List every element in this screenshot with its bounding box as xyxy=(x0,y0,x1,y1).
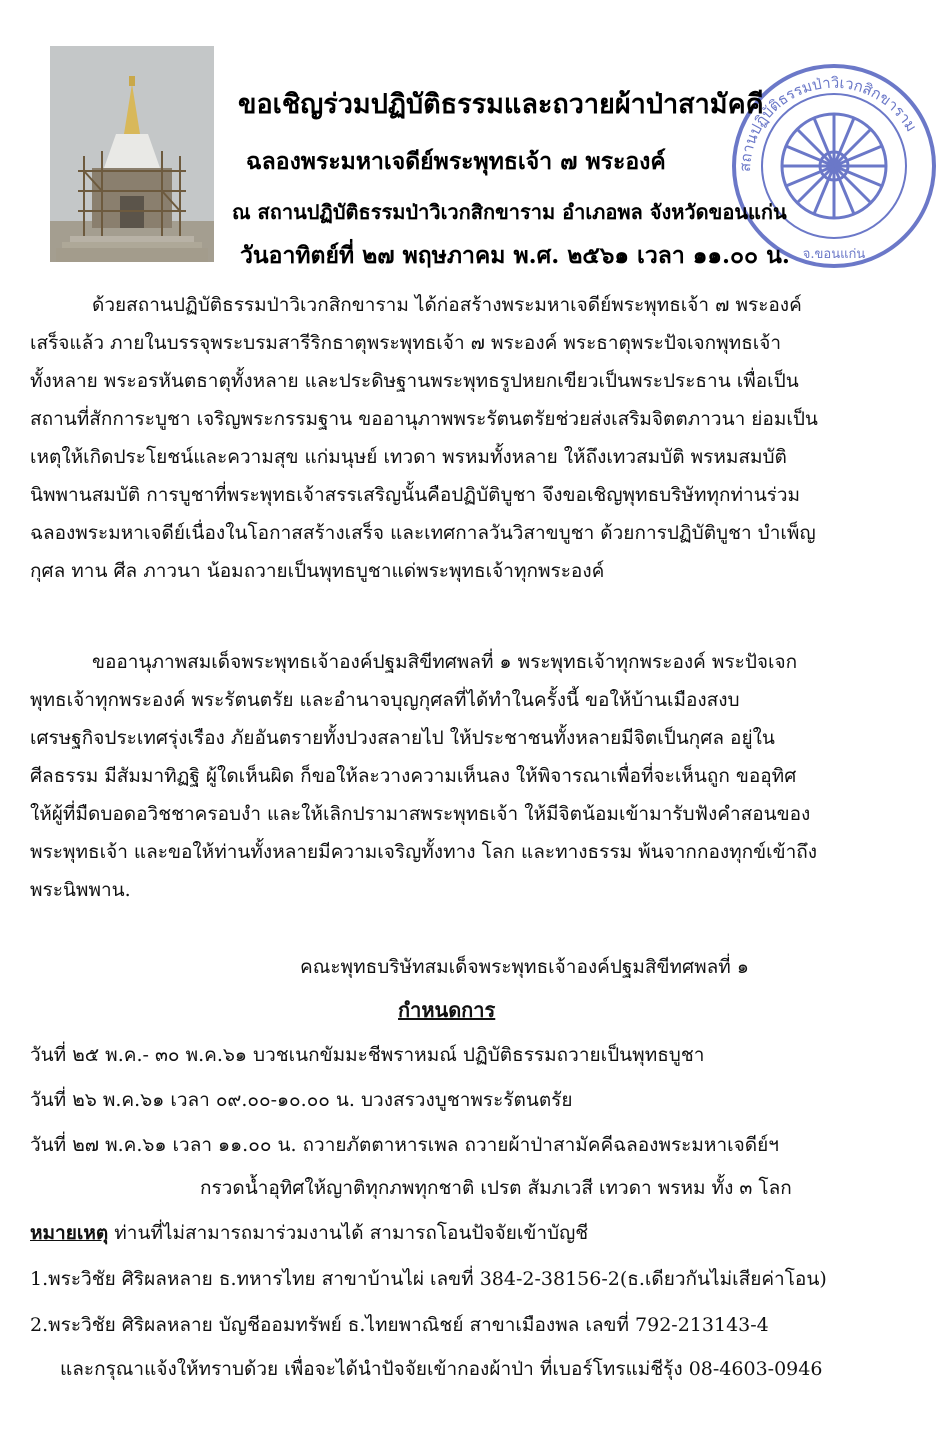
closing-contact: และกรุณาแจ้งให้ทราบด้วย เพื่อจะได้นำปัจจัยเข้ากองผ้าป่า ที่เบอร์โทรแม่ชีรุ้ง 08-4603-0946 xyxy=(60,1358,823,1380)
paragraph-line: กุศล ทาน ศีล ภาวนา น้อมถวายเป็นพุทธบูชาแด่พระพุทธเจ้าทุกพระองค์ xyxy=(30,560,605,582)
seal-province: จ.ขอนแก่น xyxy=(802,247,866,262)
seal-text: สถานปฏิบัติธรรมป่าวิเวกสิกขาราม xyxy=(735,73,921,173)
paragraph-line: สถานที่สักการะบูชา เจริญพระกรรมฐาน ขออานุภาพพระรัตนตรัยช่วยส่งเสริมจิตตภาวนา ย่อมเป็น xyxy=(30,408,818,430)
paragraph-line: ฉลองพระมหาเจดีย์เนื่องในโอกาสสร้างเสร็จ และเทศกาลวันวิสาขบูชา ด้วยการปฏิบัติบูชา บำเพ็ญ xyxy=(30,522,816,544)
paragraph-line: ศีลธรรม มีสัมมาทิฏฐิ ผู้ใดเห็นผิด ก็ขอให้ละวางความเห็นลง ให้พิจารณาเพื่อที่จะเห็นถูก ขออุทิศ xyxy=(30,765,797,787)
paragraph-line: เศรษฐกิจประเทศรุ่งเรือง ภัยอันตรายทั้งปวงสลายไป ให้ประชาชนทั้งหลายมีจิตเป็นกุศล อยู่ใน xyxy=(30,727,775,749)
note-line xyxy=(30,1218,588,1248)
event-location: ณ สถานปฏิบัติธรรมป่าวิเวกสิกขาราม อำเภอพล จังหวัดขอนแก่น xyxy=(232,200,787,224)
schedule-title: กำหนดการ xyxy=(398,998,496,1022)
schedule-item: วันที่ ๒๕ พ.ค.- ๓๐ พ.ค.๖๑ บวชเนกขัมมะชีพราหมณ์ ปฏิบัติธรรมถวายเป็นพุทธบูชา xyxy=(30,1044,705,1066)
paragraph-line: ทั้งหลาย พระอรหันตธาตุทั้งหลาย และประดิษฐานพระพุทธรูปหยกเขียวเป็นพระประธาน เพื่อเป็น xyxy=(30,370,799,392)
stupa-photo xyxy=(50,46,214,262)
paragraph-line: นิพพานสมบัติ การบูชาที่พระพุทธเจ้าสรรเสริญนั้นคือปฏิบัติบูชา จึงขอเชิญพุทธบริษัททุกท่านร่วม xyxy=(30,484,801,506)
invitation-title: ขอเชิญร่วมปฏิบัติธรรมและถวายผ้าป่าสามัคคี xyxy=(238,89,764,120)
paragraph-line: ขออานุภาพสมเด็จพระพุทธเจ้าองค์ปฐมสิขีทศพลที่ ๑ พระพุทธเจ้าทุกพระองค์ พระปัจเจก xyxy=(92,651,798,673)
paragraph-blessing xyxy=(30,643,878,909)
schedule-item: วันที่ ๒๗ พ.ค.๖๑ เวลา ๑๑.๐๐ น. ถวายภัตตาหารเพล ถวายผ้าป่าสามัคคีฉลองพระมหาเจดีย์ฯ xyxy=(30,1134,779,1156)
paragraph-line: เสร็จแล้ว ภายในบรรจุพระบรมสารีริกธาตุพระพุทธเจ้า ๗ พระองค์ พระธาตุพระปัจเจกพุทธเจ้า xyxy=(30,332,782,354)
schedule-continuation: กรวดน้ำอุทิศให้ญาติทุกภพทุกชาติ เปรต สัมภเวสี เทวดา พรหม ทั้ง ๓ โลก xyxy=(200,1177,792,1199)
bank-account-1: 1.พระวิชัย ศิริผลหลาย ธ.ทหารไทย สาขาบ้านไผ่ เลขที่ 384-2-38156-2(ธ.เดียวกันไม่เสียค่าโอน) xyxy=(30,1268,827,1290)
invitation-subtitle: ฉลองพระมหาเจดีย์พระพุทธเจ้า ๗ พระองค์ xyxy=(246,148,666,175)
paragraph-line: พระนิพพาน. xyxy=(30,879,131,901)
signature-line: คณะพุทธบริษัทสมเด็จพระพุทธเจ้าองค์ปฐมสิขีทศพลที่ ๑ xyxy=(300,956,749,978)
note-label: หมายเหตุ xyxy=(30,1222,109,1244)
note-text: ท่านที่ไม่สามารถมาร่วมงานได้ สามารถโอนปัจจัยเข้าบัญชี xyxy=(108,1222,589,1244)
paragraph-line: พระพุทธเจ้า และขอให้ท่านทั้งหลายมีความเจริญทั้งทาง โลก และทางธรรม พ้นจากกองทุกข์เข้าถึง xyxy=(30,841,818,863)
paragraph-line: พุทธเจ้าทุกพระองค์ พระรัตนตรัย และอำนาจบุญกุศลที่ได้ทำในครั้งนี้ ขอให้บ้านเมืองสงบ xyxy=(30,689,740,711)
schedule-item: วันที่ ๒๖ พ.ค.๖๑ เวลา ๐๙.๐๐-๑๐.๐๐ น. บวงสรวงบูชาพระรัตนตรัย xyxy=(30,1089,573,1111)
paragraph-intro xyxy=(30,286,878,590)
event-date: วันอาทิตย์ที่ ๒๗ พฤษภาคม พ.ศ. ๒๕๖๑ เวลา ๑๑.๐๐ น. xyxy=(240,242,790,269)
paragraph-line: ด้วยสถานปฏิบัติธรรมป่าวิเวกสิกขาราม ได้ก่อสร้างพระมหาเจดีย์พระพุทธเจ้า ๗ พระองค์ xyxy=(92,294,802,316)
bank-account-2: 2.พระวิชัย ศิริผลหลาย บัญชีออมทรัพย์ ธ.ไทยพาณิชย์ สาขาเมืองพล เลขที่ 792-213143-4 xyxy=(30,1314,769,1336)
paragraph-line: เหตุให้เกิดประโยชน์และความสุข แก่มนุษย์ เทวดา พรหมทั้งหลาย ให้ถึงเทวสมบัติ พรหมสมบัติ xyxy=(30,446,787,468)
paragraph-line: ให้ผู้ที่มืดบอดอวิชชาครอบงำ และให้เลิกปรามาสพระพุทธเจ้า ให้มีจิตน้อมเข้ามารับฟังคำสอนของ xyxy=(30,803,811,825)
